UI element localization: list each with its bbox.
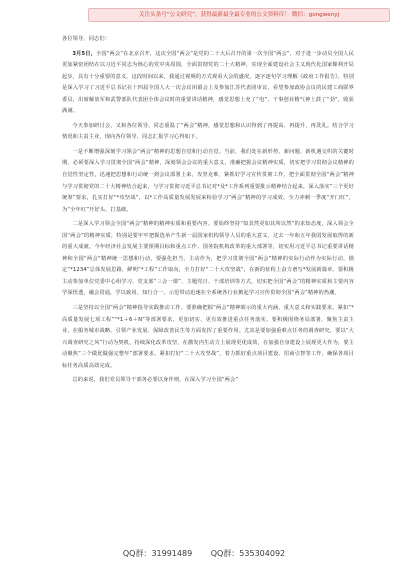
paragraph-text: 今天参加研讨会，又和各位领导、同志重温了“两会”精神，感觉思想和认识得到了再提高、再提升、再洗礼。结合学习情况和主责主业，现向各位领导、同志汇报学习心得如下。 [62,122,354,141]
paragraph-text: 要准确把握“两会”精神昭示的重大内涵、重大意义和实践要求，紧扣“*高质量发展七项工程”“*1＋6＋N”等部署要求，更加切实、更有效推进重点任务落实。要积极围绕务局部署，聚焦主责主业，在服务城市战略、引领产业发展、保障改善民生等方面发挥了重要作用。尤其是要加强重难点任务的调查研究，要以“大兴调查研究之风”行动为契机，持续深化改革攻坚，在激发内生动力上展现更优成效，在加强自身建设上展现更大作为，要主动聚焦“三个做优做强完整年”部署要求，紧扣打好“二十大攻坚战”，着力抓好重点项目建设、招商引智等工作，确保各项目标任务高质高效完成。 [62,305,354,369]
qq-group-2: QQ群：535304092 [210,549,286,558]
paragraph-3 [62,147,354,216]
qq-group-1: QQ群：31991489 [122,549,193,558]
paragraph-lead: 3月5日， [72,50,96,57]
paragraph-lead: 三是坚持以全国“两会”精神指导实践推动工作。 [72,305,187,312]
paragraph-text: 总的来说，我们党员领导干部务必要以身作则，在深入学习全国“两会” [72,377,239,384]
paragraph-5 [62,303,354,372]
footer [0,548,408,560]
paragraph-text: 全国“两会”在北京召开，这次全国“两会”是党的二十大后召开的第一次全国“两会”，对于进一步动员全国人民更加紧密团结在以习近平同志为核心的党中央周围，全面贯彻党的二十大精神，实现全面建设社会主义现代化国家顺利开局起步，具有十分重要的意义。这段时间以来，我通过视频的方式观看大会的盛况，逐字逐句学习理解《政府工作报告》，特别是深入学习了习近平总书记在十四届全国人大一次会议闭幕会上及参加江苏代表团审议，看望参加政协会议的民建工商联界委员，出席解放军和武警部队代表团全体会议时的重要讲话精神，感觉思想上充了“电”，干事创业精气神上鼓了“劲”，收获满满。 [62,50,354,115]
paragraph-text: 当前，我们处在新形势、新问题、新机遇交织的关键时期，必须要深入学习贯彻全国“两会”精神，深刻领会会议的重大意义，准确把握会议精神实质，切实把学习贯彻会议精神的自觉性坚定性，迅速把思想和行动统一到会议部署上来，攻坚克难，紧抓好学习宣传贯彻工作，把全面贯彻全国“两会”精神与学习贯彻党的二十大精神结合起来，与学习贯彻习近平总书记对*及*工作系列重要批示精神结合起来，深入落实“三个更好统筹”要求，扎实打好“*攻坚战”，以*工作高质量发展发展来检验学习“两会”精神的学习成效，全力冲刺一季度“开门红”，为“全年红”开好头、打基础。 [62,148,354,213]
paragraph-6 [62,375,354,387]
top-banner: 关注头条号“公文研究”，获得最新最全最专业的公文资料库！ 微信：gongwenyj [88,8,390,22]
paragraph-1 [62,49,354,118]
salutation: 各位领导、同志们： [62,36,111,42]
paragraph-4 [62,219,354,300]
document-body [62,34,354,390]
paragraph-text: 要始终坚持“如其然更如其所以然”的求知态度，深入领会全国“两会”的精神实质，特别是要牢牢把握选举产生新一届国家机构领导人员的重大意义、过去一年和五年我国发展取得的新的重大成就、今年经济社会发展主要预期目标和重点工作、国务院机构改革的重大部署等，切实用习近平总书记重要讲话精神和全国“两会”精神统一思想和行动，要强化担当、主动作为，把学习贯彻全国“两会”精神的实际行动作为实际行动，锚定“*1234”总体发展思路，鲜明“*工程”工作取向，全力打好“二十大攻坚战”，在新的征程上奋力谱写*发展新篇章。要积极主动参加单位党委中心组学习、党支部“三会一课”、主题党日、干部培训等方式，切实把全国“两会”的精神实质和主要内容学深悟透、融会贯通，学以致用、知行合一，示范带动迅速在全系统各行业掀起学习宣传贯彻全国“两会”精神的热潮。 [62,221,354,297]
paragraph-lead: 二是深入学习领会全国“两会”精神的精神实质和重要内容。 [72,221,214,228]
paragraph-2 [62,121,354,144]
paragraph-lead: 一是不断增强深刻学习领会“两会”精神的思想自觉和行动自觉。 [72,148,225,155]
